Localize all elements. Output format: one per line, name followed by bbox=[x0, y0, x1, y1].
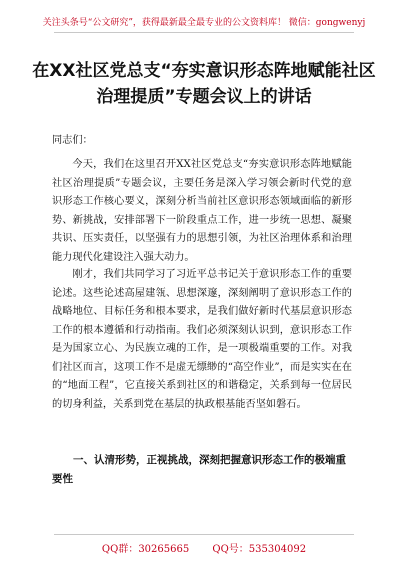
footer bbox=[0, 540, 408, 555]
footer-divider bbox=[54, 534, 354, 535]
paragraph-1: 今天，我们在这里召开XX社区党总支“夯实意识形态阵地赋能社区治理提质”专题会议，主要任务是深入学习领会新时代党的意识形态工作核心要义，深刻分析当前社区意识形态领域面临的新形势、新挑战，安排部署下一阶段重点工作，进一步统一思想、凝聚共识、压实责任，以坚强有力的思想引领，为社区治理体系和治理能力现代化建设注入强大动力。 bbox=[52, 159, 352, 263]
document-title: 在XX社区党总支“夯实意识形态阵地赋能社区治理提质”专题会议上的讲话 bbox=[32, 61, 376, 107]
section-heading-1: 一、认清形势，正视挑战，深刻把握意识形态工作的极端重要性 bbox=[52, 454, 346, 485]
footer-qq-group: QQ群：30265665 bbox=[101, 544, 190, 555]
footer-qq-number: QQ号：535304092 bbox=[212, 544, 307, 555]
header-promo-note: 关注头条号“公文研究”，获得最新最全最专业的公文资料库！ 微信：gongwenyj bbox=[42, 18, 366, 28]
salutation: 同志们： bbox=[52, 135, 93, 146]
header-divider bbox=[54, 32, 354, 33]
paragraph-2: 刚才，我们共同学习了习近平总书记关于意识形态工作的重要论述。这些论述高屋建瓴、思想深邃，深刻阐明了意识形态工作的战略地位、目标任务和根本要求，是我们做好新时代基层意识形态工作的根本遵循和行动指南。我们必须深刻认识到，意识形态工作是为国家立心、为民族立魂的工作，是一项极端重要的工作。对我们社区而言，这项工作不是虚无缥缈的“高空作业”，而是实实在在的“地面工程”，它直接关系到社区的和谐稳定，关系到每一位居民的切身利益，关系到党在基层的执政根基能否坚如磐石。 bbox=[52, 269, 352, 410]
